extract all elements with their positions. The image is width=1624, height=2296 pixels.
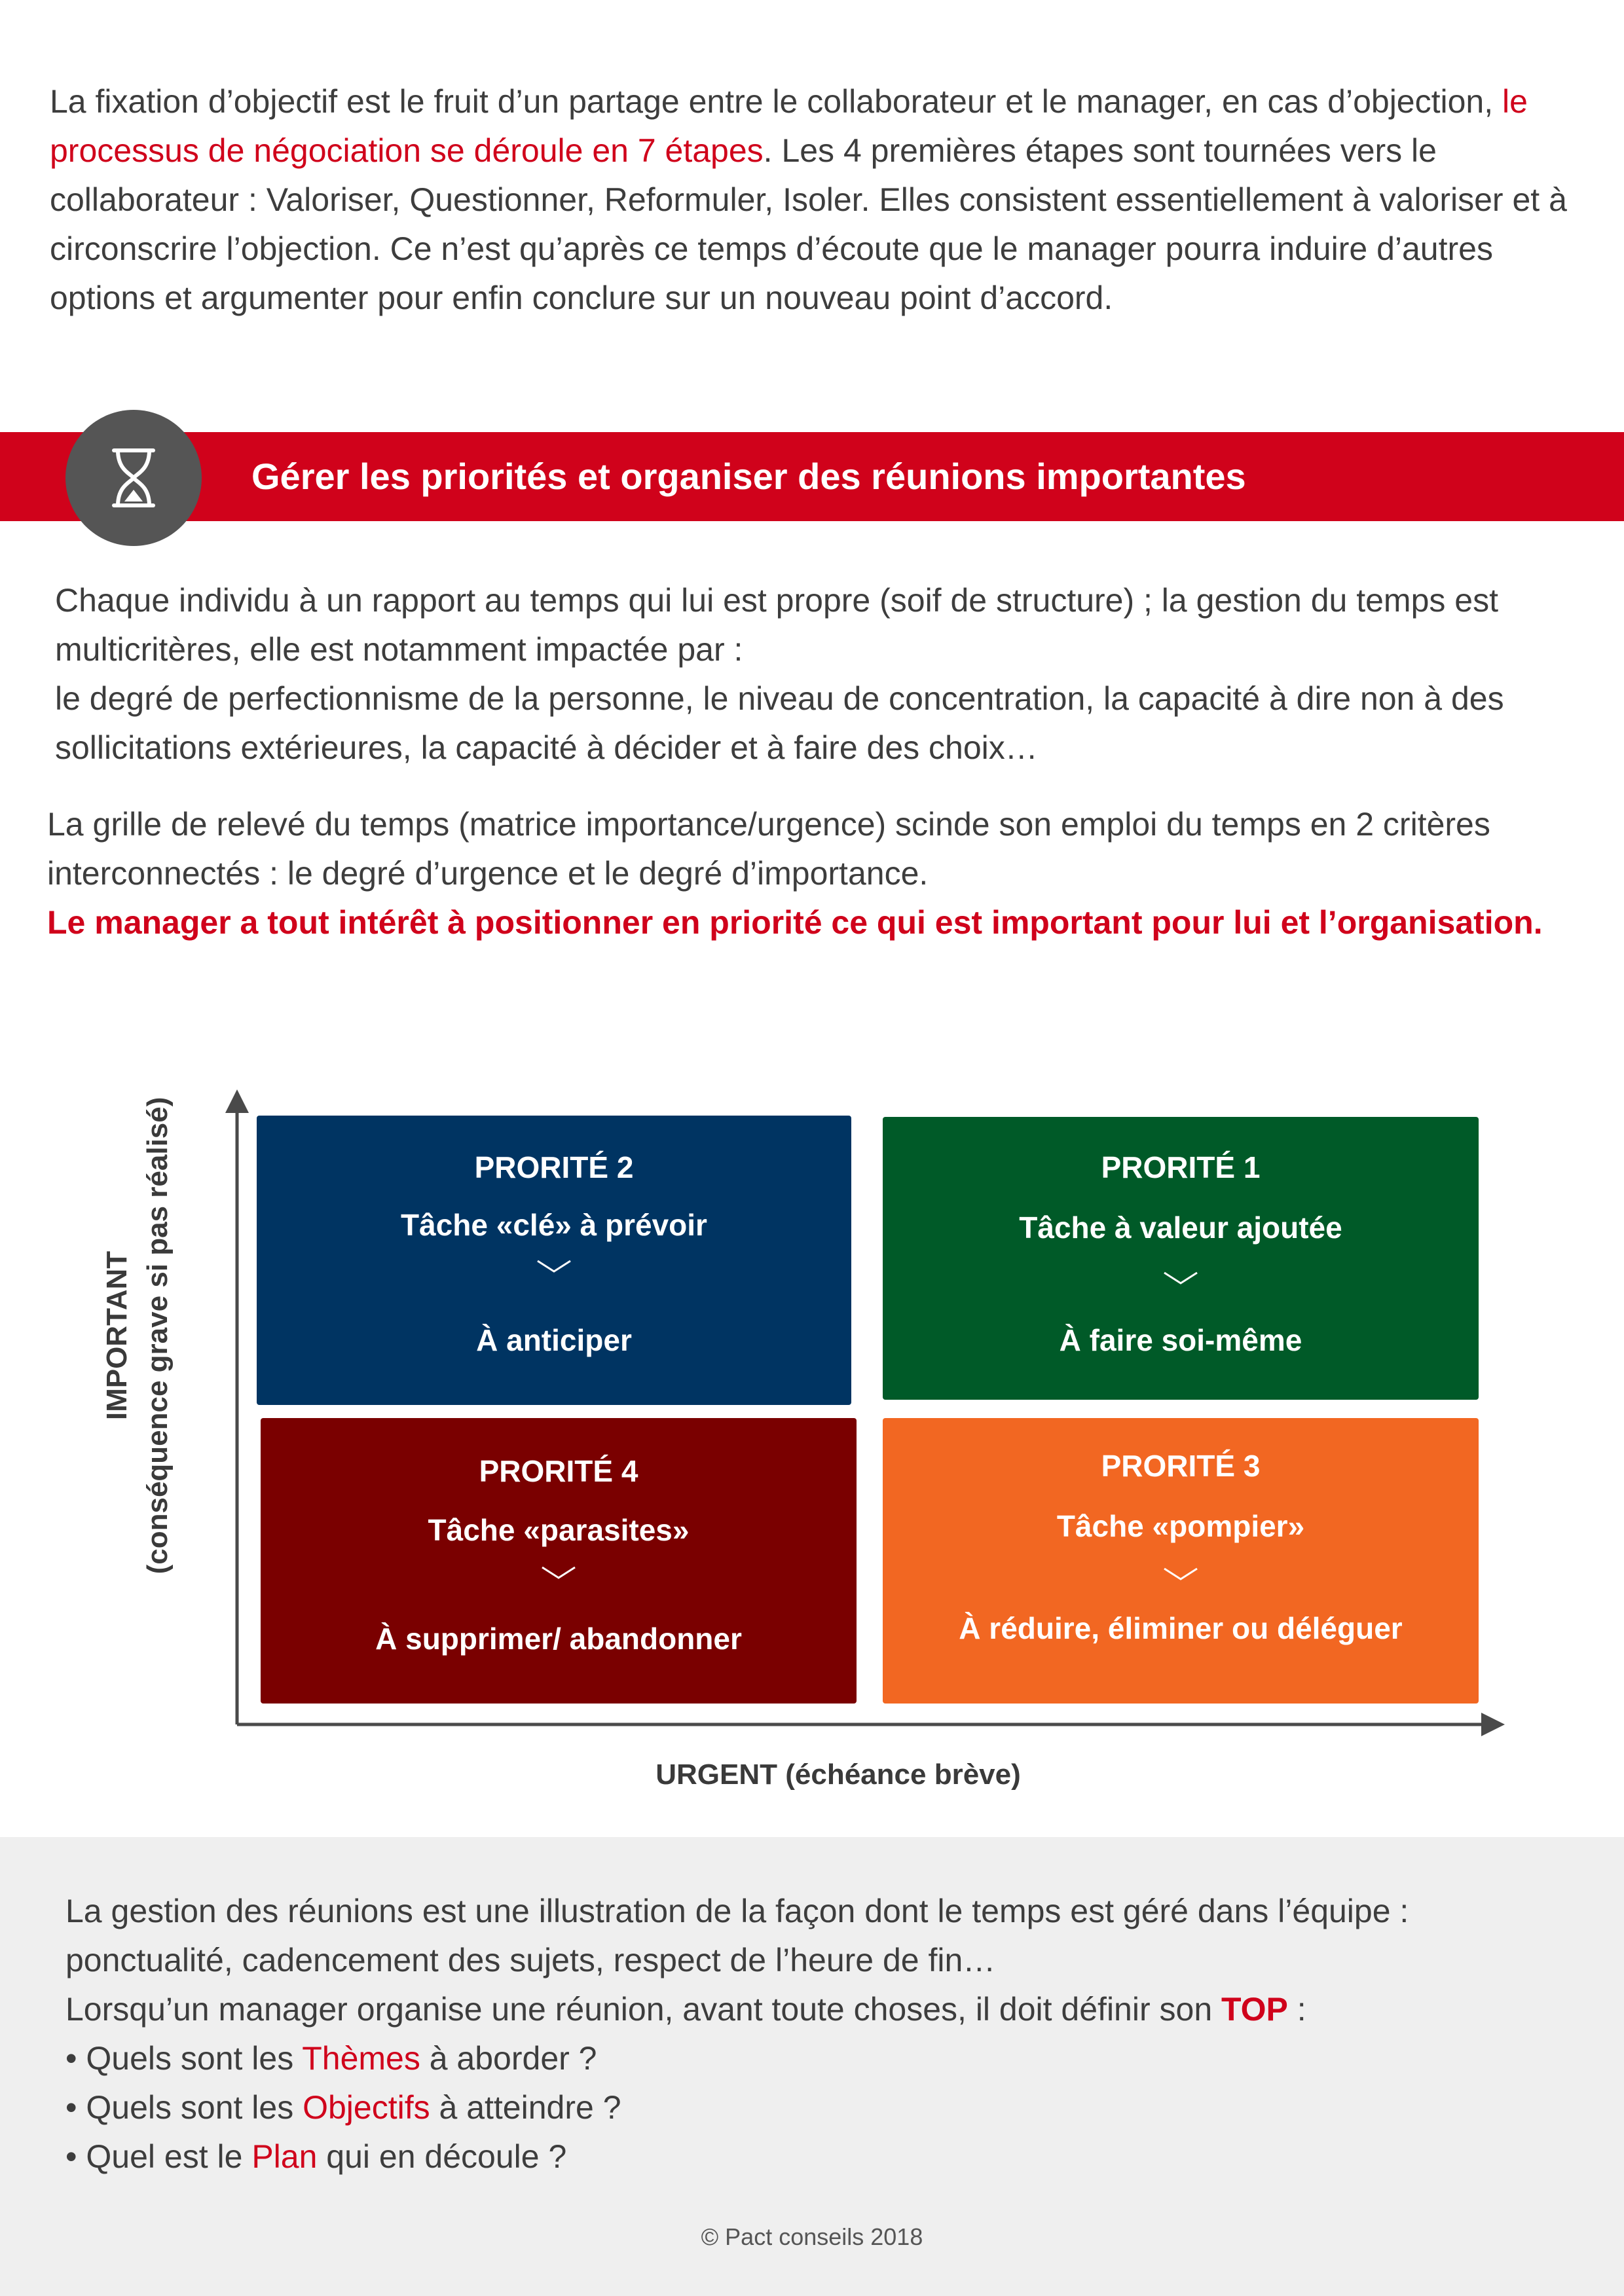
quadrant-task: Tâche à valeur ajoutée [1019,1211,1342,1245]
meetings-top-colon: : [1287,1991,1306,2028]
quadrant-title: PRORITÉ 3 [1101,1449,1261,1483]
bullet-themes-prefix: • Quels sont les [65,2040,303,2077]
bullet-objectives-prefix: • Quels sont les [65,2089,303,2126]
chevron-down-icon [536,1258,572,1274]
chevron-down-icon [1163,1566,1198,1582]
plan-keyword: Plan [251,2138,318,2175]
meetings-top-line [65,1985,1572,2034]
quadrant-task: Tâche «clé» à prévoir [401,1208,707,1242]
bullet-objectives [65,2083,1572,2132]
section-title: Gérer les priorités et organiser des réunions importantes [251,456,1246,497]
quadrant-title: PRORITÉ 2 [474,1150,634,1184]
quadrant-action: À supprimer/ abandonner [375,1622,742,1656]
themes-keyword: Thèmes [302,2040,420,2077]
quadrant-priority-2 [257,1116,851,1405]
y-axis-label-sub: (conséquence grave si pas réalisé) [141,1097,174,1575]
objectives-keyword: Objectifs [303,2089,430,2126]
meetings-intro: La gestion des réunions est une illustration de la façon dont le temps est géré dans l’équipe : ponctualité, cadencement des sujets, respect de l’heure de fin… [65,1893,1409,1978]
time-paragraph [55,576,1587,773]
bullet-plan [65,2132,1572,2181]
time-paragraph-line2: le degré de perfectionnisme de la personne, le niveau de concentration, la capacité à dire non à des sollicitations extérieures, la capacité à décider et à faire des choix… [55,680,1504,766]
chevron-down-icon [1163,1270,1198,1286]
bullet-themes [65,2034,1572,2083]
bullet-plan-suffix: qui en découle ? [317,2138,567,2175]
top-keyword: TOP [1221,1991,1288,2028]
time-paragraph-line1: Chaque individu à un rapport au temps qui lui est propre (soif de structure) ; la gestion du temps est multicritères, elle est notamment impactée par : [55,582,1498,668]
chevron-down-icon [541,1565,576,1580]
matrix-highlight-paragraph: Le manager a tout intérêt à positionner en priorité ce qui est important pour lui et l’organisation. [47,904,1543,941]
intro-paragraph [50,77,1582,323]
quadrant-title: PRORITÉ 1 [1101,1150,1261,1184]
quadrant-action: À anticiper [476,1323,632,1357]
meetings-paragraph [65,1887,1572,2181]
meetings-top-text: Lorsqu’un manager organise une réunion, avant toute choses, il doit définir son [65,1991,1222,2028]
intro-text-2: . Les 4 premières étapes sont tournées vers le collaborateur : Valoriser, Questionner, Reformuler, Isoler. Elles consistent essentiellement à valoriser et à circonscrire l’objection. Ce n’est qu’après ce temps d’écoute que le manager pourra induire d’autres options et argumenter pour enfin conclure sur un nouveau point d’accord. [50,132,1567,316]
matrix-intro-paragraph: La grille de relevé du temps (matrice importance/urgence) scinde son emploi du temps en 2 critères interconnectés : le degré d’urgence et le degré d’importance. [47,806,1490,892]
quadrant-priority-4 [261,1418,857,1704]
intro-highlight: le processus de négociation se déroule en 7 étapes [50,83,1528,169]
quadrant-task: Tâche «parasites» [428,1513,690,1547]
x-axis-label: URGENT (échéance brève) [655,1758,1021,1791]
footer-copyright: © Pact conseils 2018 [701,2223,923,2250]
quadrant-task: Tâche «pompier» [1056,1509,1305,1543]
quadrant-priority-3 [883,1418,1479,1704]
hourglass-icon [65,410,202,546]
bullet-themes-suffix: à aborder ? [420,2040,597,2077]
y-axis-label [97,1041,182,1630]
section-banner [0,432,1624,521]
quadrant-priority-1 [883,1117,1479,1400]
bullet-objectives-suffix: à atteindre ? [430,2089,621,2126]
quadrant-title: PRORITÉ 4 [479,1454,638,1488]
intro-text-1: La fixation d’objectif est le fruit d’un partage entre le collaborateur et le manager, en cas d’objection, [50,83,1503,120]
bullet-plan-prefix: • Quel est le [65,2138,252,2175]
y-axis-label-main: IMPORTANT [101,1250,133,1421]
quadrant-action: À faire soi-même [1059,1323,1302,1357]
quadrant-action: À réduire, éliminer ou déléguer [959,1611,1403,1645]
